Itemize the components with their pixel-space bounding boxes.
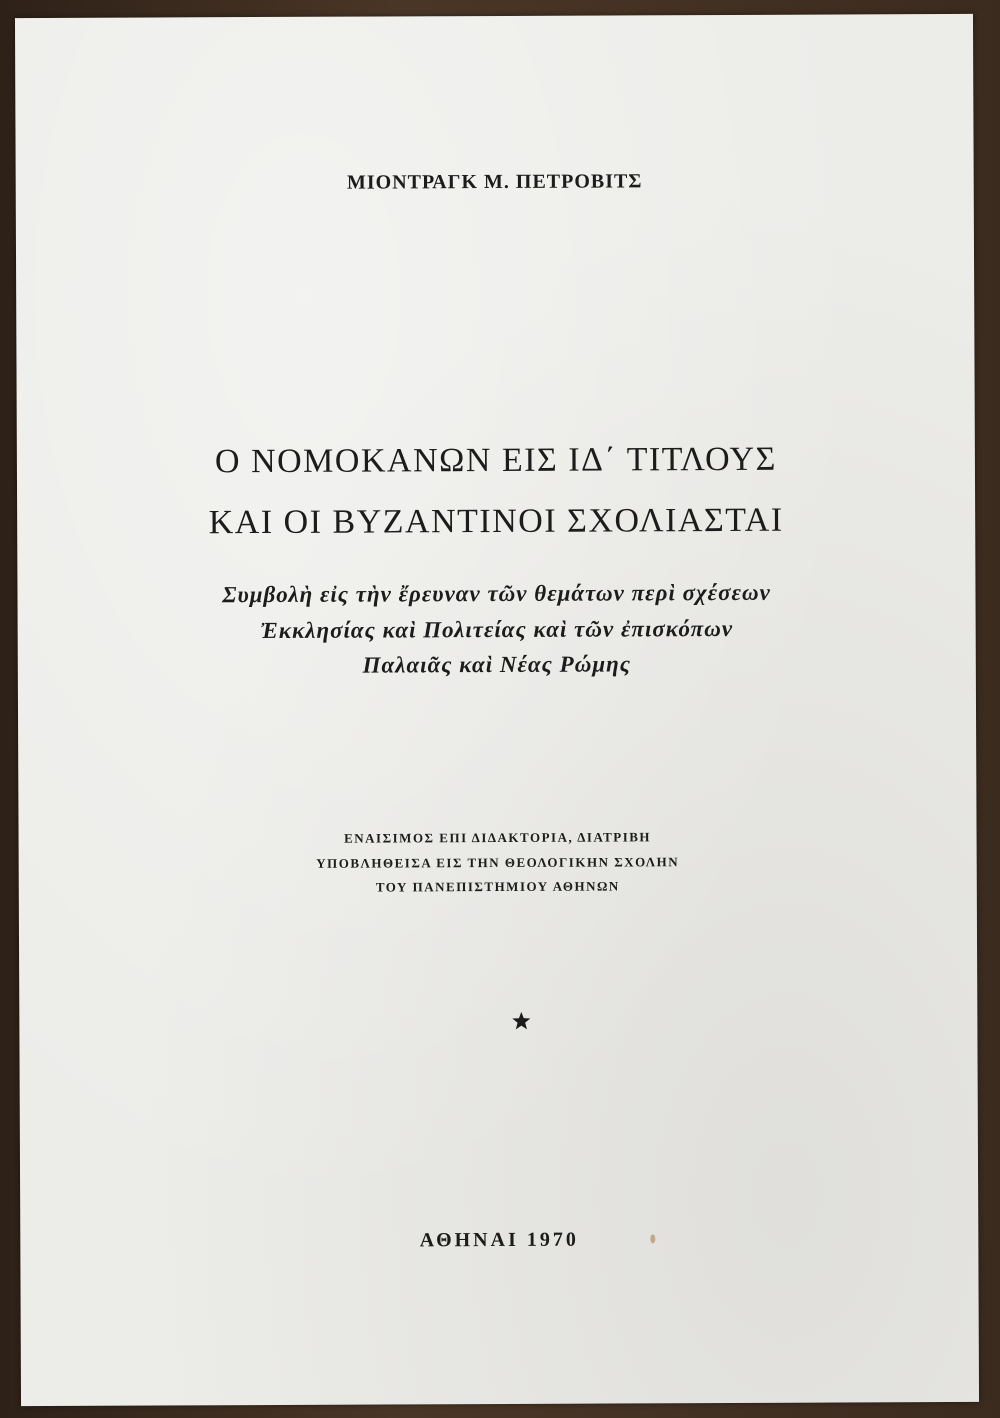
book-cover: [15, 14, 979, 1406]
star-icon: [511, 1011, 531, 1031]
subtitle-line-2: Ἐκκλησίας καὶ Πολιτείας καὶ τῶν ἐπισκόπων: [260, 615, 734, 644]
dissertation-line-2: ΥΠΟΒΛΗΘΕΙΣΑ ΕΙΣ ΤΗΝ ΘΕΟΛΟΓΙΚΗΝ ΣΧΟΛΗΝ: [316, 854, 680, 871]
dissertation-line-3: ΤΟΥ ΠΑΝΕΠΙΣΤΗΜΙΟΥ ΑΘΗΝΩΝ: [375, 878, 620, 895]
imprint-place-year: ΑΘΗΝΑΙ 1970: [419, 1228, 579, 1252]
dissertation-line-1: ΕΝΑΙΣΙΜΟΣ ΕΠΙ ΔΙΔΑΚΤΟΡΙΑ, ΔΙΑΤΡΙΒΗ: [344, 829, 652, 846]
title-line-1: Ο ΝΟΜΟΚΑΝΩΝ ΕΙΣ ΙΔ΄ ΤΙΤΛΟΥΣ: [214, 440, 777, 481]
title-line-2: ΚΑΙ ΟΙ ΒΥΖΑΝΤΙΝΟΙ ΣΧΟΛΙΑΣΤΑΙ: [208, 501, 784, 542]
paper-stain: [650, 1234, 655, 1243]
subtitle-line-1: Συμβολὴ εἰς τὴν ἔρευναν τῶν θεμάτων περὶ σχέσεων: [222, 579, 771, 608]
subtitle-line-3: Παλαιᾶς καὶ Νέας Ρώμης: [362, 651, 632, 678]
author-name: ΜΙΟΝΤΡΑΓΚ Μ. ΠΕΤΡΟΒΙΤΣ: [346, 170, 643, 194]
